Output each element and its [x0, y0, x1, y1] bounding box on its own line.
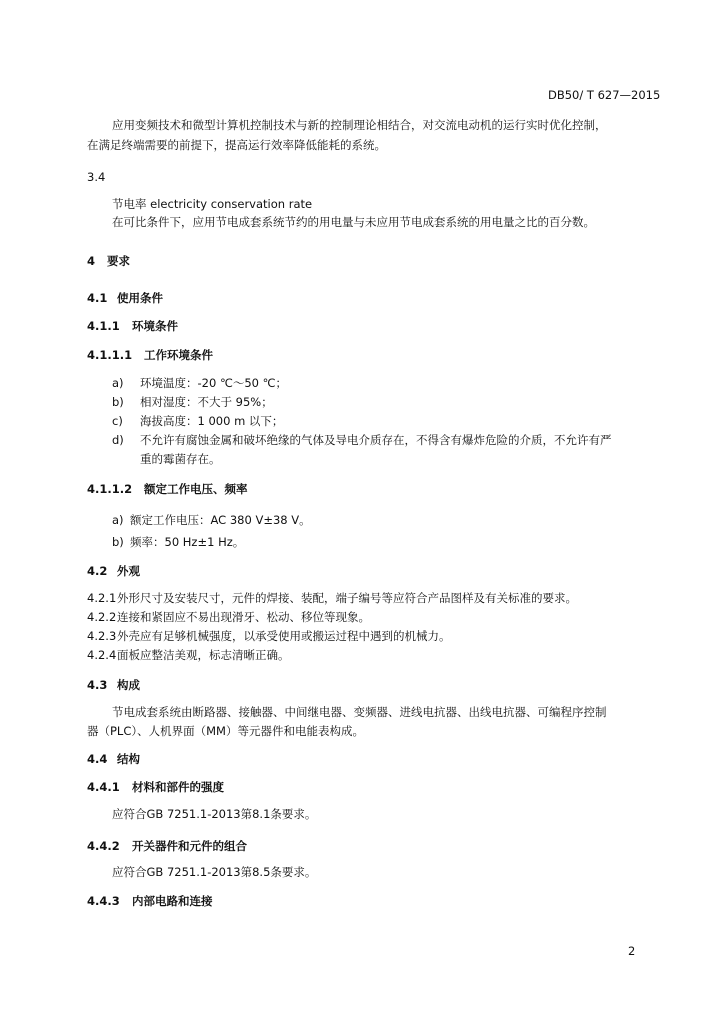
heading-4-1 — [87, 290, 163, 306]
term-number: 3.4 — [87, 170, 106, 184]
list-text: 不允许有腐蚀金属和破坏绝缘的气体及导电介质存在，不得含有爆炸危险的介质，不允许有严 — [140, 433, 612, 447]
list-item-a — [112, 375, 287, 391]
list-label: a) — [112, 513, 124, 527]
list-item-b — [112, 534, 244, 550]
heading-title: 材料和部件的强度 — [132, 780, 224, 794]
heading-number: 4.4 — [87, 752, 108, 766]
list-text: 海拔高度：1 000 m 以下； — [140, 414, 284, 428]
heading-number: 4.1.1.1 — [87, 348, 133, 362]
heading-4-4-1 — [87, 779, 224, 795]
heading-4-1-1-2 — [87, 481, 248, 497]
intro-paragraph-line-2: 在满足终端需要的前提下，提高运行效率降低能耗的系统。 — [87, 138, 386, 152]
heading-number: 4.3 — [87, 678, 108, 692]
clause-4-2-4 — [87, 647, 290, 663]
paragraph-4-4-1: 应符合GB 7251.1-2013第8.1条要求。 — [112, 807, 317, 821]
intro-paragraph-line-1: 应用变频技术和微型计算机控制技术与新的控制理论相结合，对交流电动机的运行实时优化控制， — [112, 118, 607, 132]
clause-text: 外壳应有足够机械强度，以承受使用或搬运过程中遇到的机械力。 — [117, 629, 451, 643]
heading-title: 外观 — [117, 564, 140, 578]
clause-text: 外形尺寸及安装尺寸，元件的焊接、装配，端子编号等应符合产品图样及有关标准的要求。 — [117, 591, 577, 605]
clause-number: 4.2.3 — [87, 629, 117, 643]
clause-4-2-1 — [87, 590, 577, 606]
heading-4-4-2 — [87, 838, 247, 854]
list-text: 相对湿度：不大于 95%； — [140, 395, 273, 409]
list-label: a) — [112, 376, 124, 390]
clause-number: 4.2.2 — [87, 610, 117, 624]
heading-title: 内部电路和连接 — [132, 894, 213, 908]
heading-4 — [87, 253, 130, 269]
list-text: 额定工作电压：AC 380 V±38 V。 — [130, 513, 311, 527]
clause-text: 面板应整洁美观，标志清晰正确。 — [117, 648, 290, 662]
list-text: 环境温度：-20 ℃～50 ℃； — [140, 376, 288, 390]
term-title: 节电率 electricity conservation rate — [112, 197, 313, 211]
document-code: DB50/ T 627—2015 — [548, 88, 661, 102]
heading-title: 使用条件 — [117, 291, 163, 305]
list-label: b) — [112, 535, 124, 549]
list-item-c — [112, 413, 283, 429]
clause-4-2-2 — [87, 609, 370, 625]
clause-text: 连接和紧固应不易出现滑牙、松动、移位等现象。 — [117, 610, 370, 624]
heading-number: 4.1 — [87, 291, 108, 305]
heading-number: 4.4.2 — [87, 839, 120, 853]
clause-number: 4.2.1 — [87, 591, 117, 605]
paragraph-4-4-2: 应符合GB 7251.1-2013第8.5条要求。 — [112, 865, 317, 879]
heading-4-4-3 — [87, 893, 213, 909]
list-text: 频率：50 Hz±1 Hz。 — [130, 535, 245, 549]
paragraph-4-3-line-1: 节电成套系统由断路器、接触器、中间继电器、变频器、进线电抗器、出线电抗器、可编程序控制 — [112, 705, 607, 719]
paragraph-4-3-line-2: 器（PLC）、人机界面（MM）等元器件和电能表构成。 — [87, 724, 364, 738]
heading-number: 4 — [87, 254, 96, 268]
heading-title: 开关器件和元件的组合 — [132, 839, 247, 853]
heading-number: 4.4.1 — [87, 780, 120, 794]
heading-title: 工作环境条件 — [144, 348, 213, 362]
heading-4-3 — [87, 677, 140, 693]
heading-title: 环境条件 — [132, 319, 178, 333]
heading-4-4 — [87, 751, 140, 767]
clause-number: 4.2.4 — [87, 648, 117, 662]
list-item-d — [112, 432, 612, 448]
heading-4-1-1-1 — [87, 347, 213, 363]
list-label: b) — [112, 395, 124, 409]
heading-title: 额定工作电压、频率 — [144, 482, 248, 496]
heading-4-1-1 — [87, 318, 178, 334]
heading-number: 4.4.3 — [87, 894, 120, 908]
heading-4-2 — [87, 563, 140, 579]
clause-4-2-3 — [87, 628, 451, 644]
list-item-d-continuation: 重的霉菌存在。 — [140, 452, 221, 466]
heading-number: 4.1.1.2 — [87, 482, 133, 496]
list-label: c) — [112, 414, 123, 428]
heading-number: 4.2 — [87, 564, 108, 578]
list-item-b — [112, 394, 273, 410]
heading-title: 构成 — [117, 678, 140, 692]
heading-title: 结构 — [117, 752, 140, 766]
list-label: d) — [112, 433, 124, 447]
term-definition: 在可比条件下，应用节电成套系统节约的用电量与未应用节电成套系统的用电量之比的百分数。 — [112, 215, 595, 229]
heading-title: 要求 — [107, 254, 130, 268]
list-item-a — [112, 512, 311, 528]
page-number: 2 — [628, 944, 636, 958]
heading-number: 4.1.1 — [87, 319, 120, 333]
